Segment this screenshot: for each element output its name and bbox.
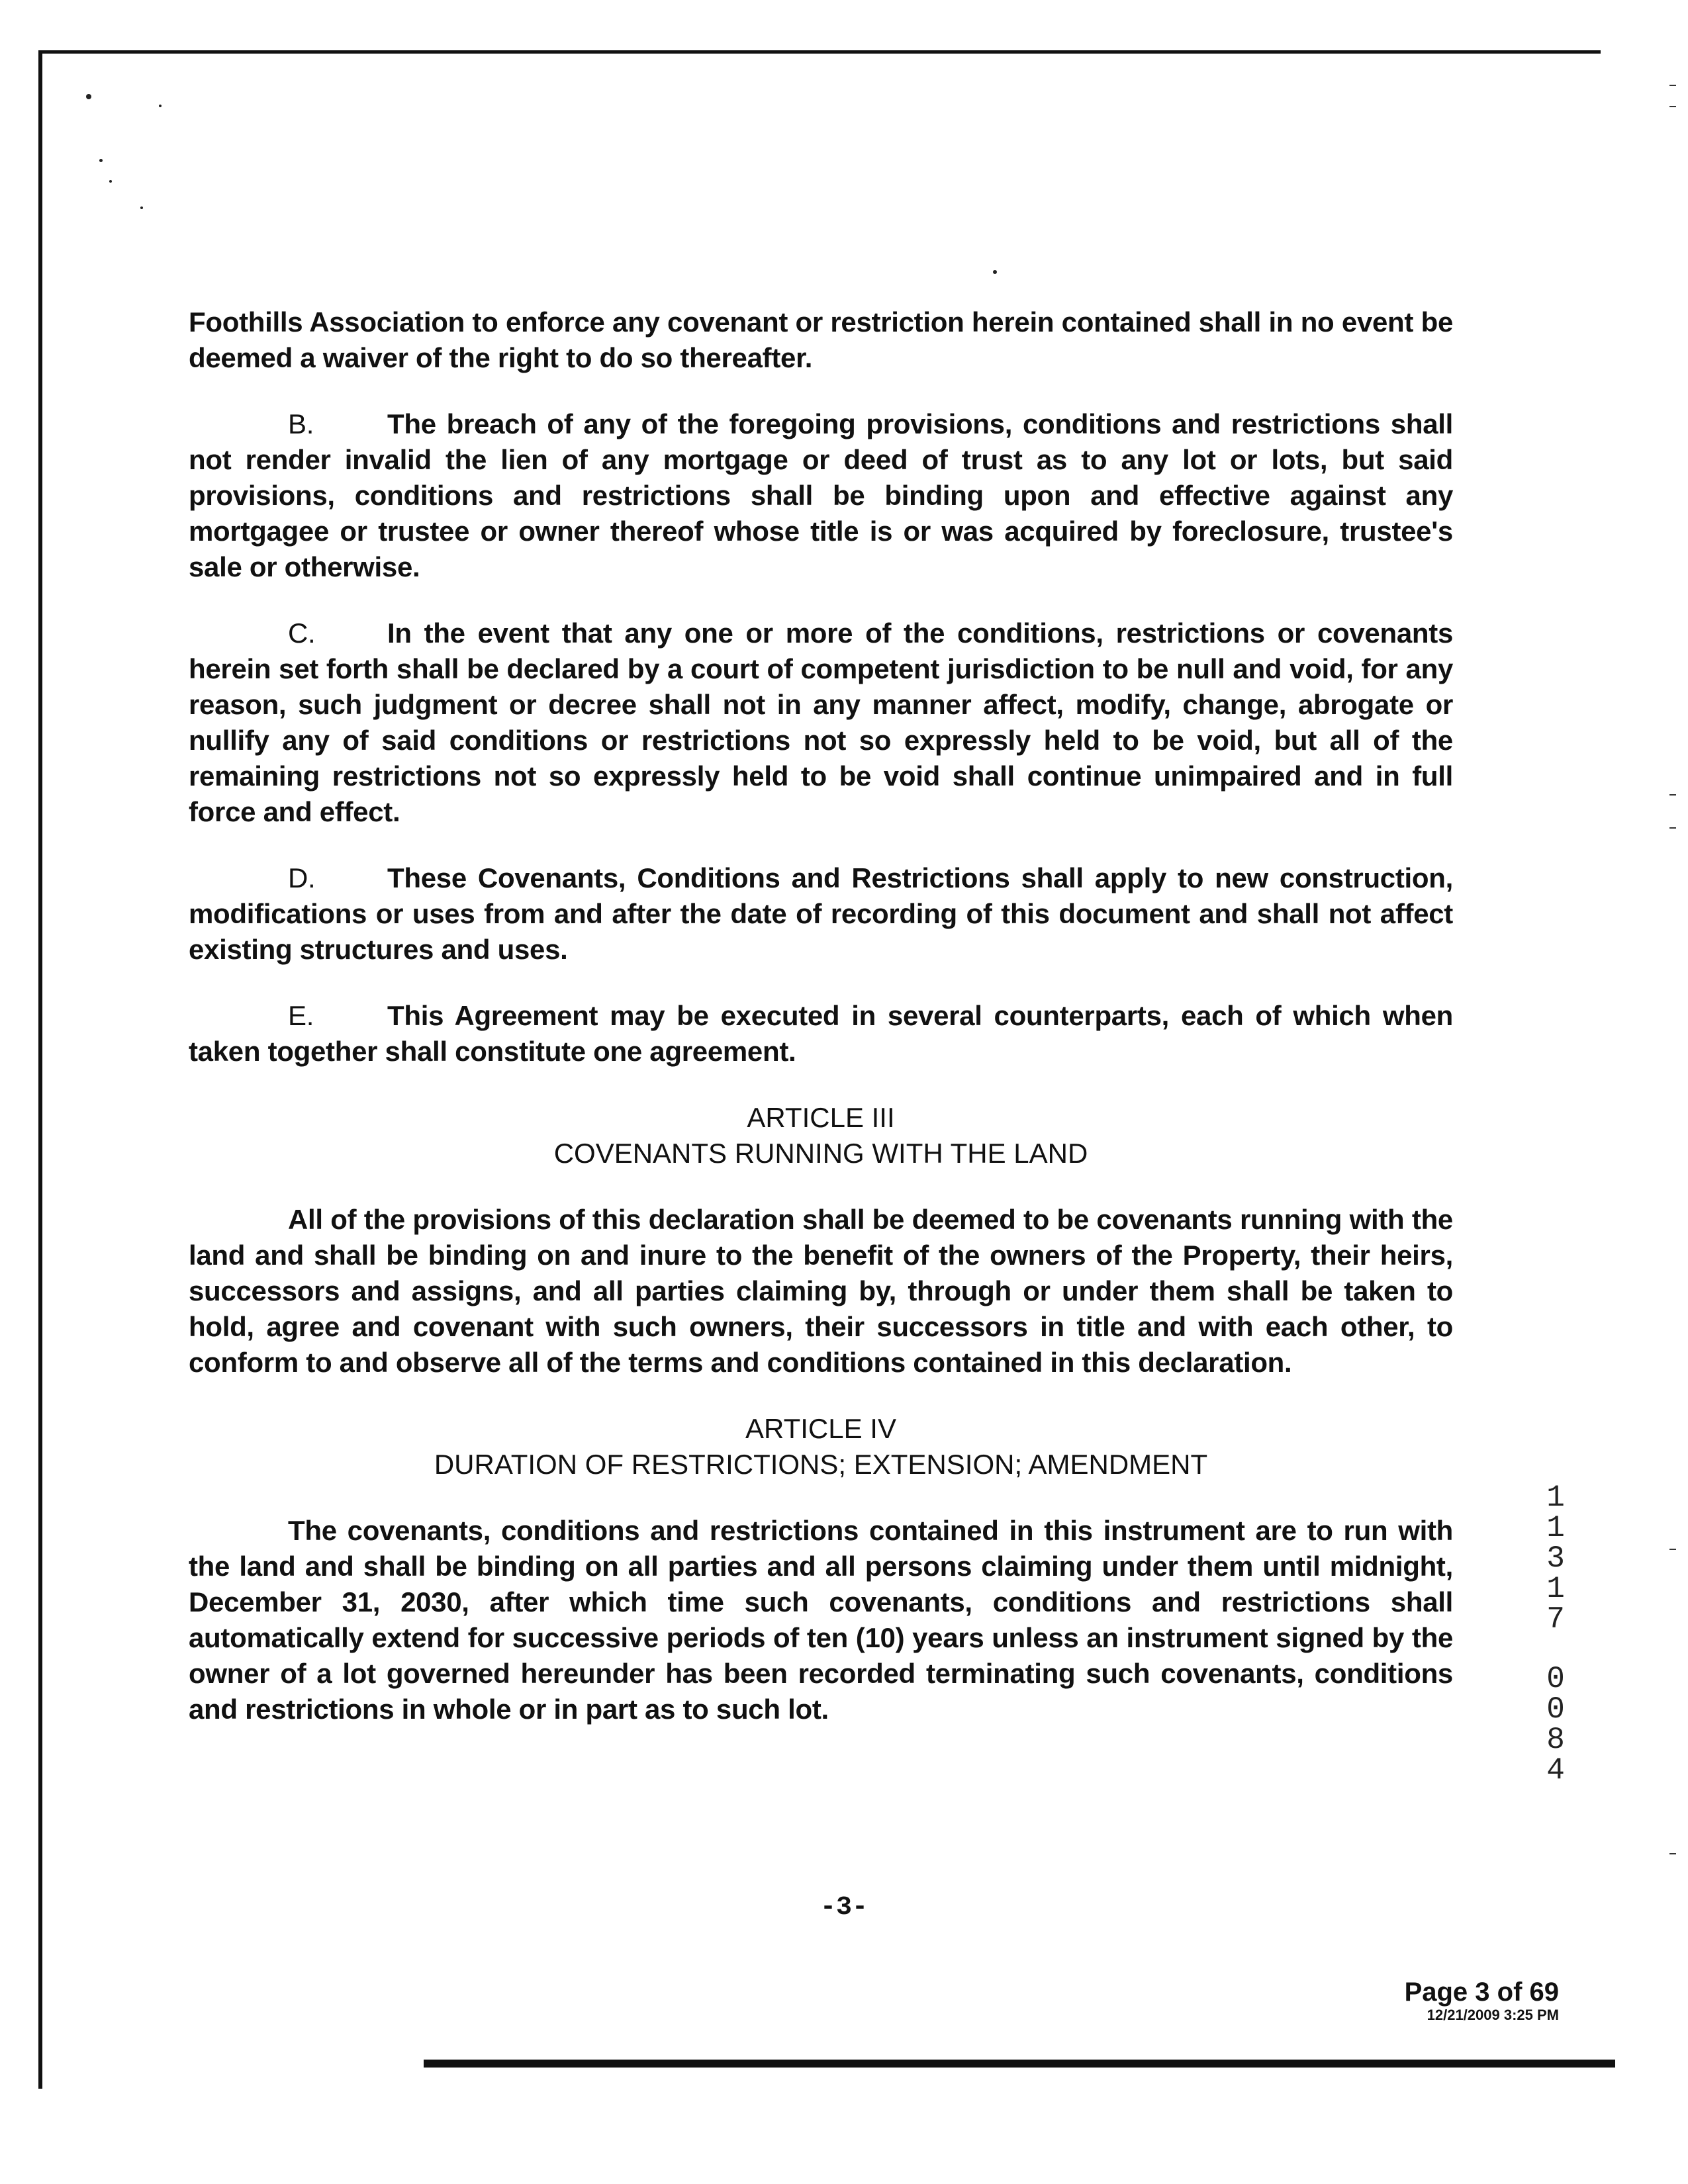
scan-speck (99, 159, 103, 162)
page-stamp (1405, 1978, 1559, 2024)
scan-border-left (38, 50, 42, 2089)
page-number: -3- (820, 1893, 868, 1923)
article-number: ARTICLE III (747, 1102, 895, 1133)
section-text: In the event that any one or more of the conditions, restrictions or covenants herein set forth shall be declared by a court of competent jurisdiction to be null and void, for any reason, such judgment or decree shall not in any manner affect, modify, change, abrogate or nullify any of said conditions or restrictions not so expressly held to be void, but all of the remaining restrictions not so expressly held to be void shall continue unimpaired and in full force and effect. (189, 617, 1453, 827)
scan-edge-mark (1669, 794, 1676, 796)
recording-digit: 3 (1546, 1541, 1565, 1576)
article-title: COVENANTS RUNNING WITH THE LAND (553, 1138, 1088, 1169)
scan-speck (993, 270, 997, 274)
continuation-paragraph: Foothills Association to enforce any covenant or restriction herein contained shall in no event be deemed a waiver of the right to do so thereafter. (189, 306, 1453, 373)
section-label: D. (288, 862, 316, 893)
section-b (189, 406, 1453, 585)
scan-border-top (38, 50, 1601, 54)
recording-digit: 4 (1546, 1753, 1565, 1788)
recording-digit: 1 (1546, 1511, 1565, 1545)
article-number: ARTICLE IV (745, 1413, 896, 1444)
article-4-heading (189, 1411, 1453, 1482)
section-e (189, 998, 1453, 1069)
section-c (189, 615, 1453, 830)
scan-speck (109, 180, 112, 183)
recording-number (1539, 1482, 1572, 1786)
scan-edge-mark (1669, 1549, 1676, 1550)
scan-edge-mark (1669, 827, 1676, 829)
section-text: The breach of any of the foregoing provisions, conditions and restrictions shall not render invalid the lien of any mortgage or deed of trust as to any lot or lots, but said provisions, conditions and restrictions shall be binding upon and effective against any mortgagee or trustee or owner thereof whose title is or was acquired by foreclosure, trustee's sale or otherwise. (189, 408, 1453, 582)
section-label: C. (288, 617, 316, 649)
article-title: DURATION OF RESTRICTIONS; EXTENSION; AMENDMENT (434, 1449, 1208, 1480)
article-3-paragraph: All of the provisions of this declaration shall be deemed to be covenants running with the land and shall be binding on and inure to the benefit of the owners of the Property, their heirs, successors and assigns, and all parties claiming by, through or under them shall be taken to hold, agree and covenant with such owners, their successors in title and with each other, to conform to and observe all of the terms and conditions contained in this declaration. (189, 1204, 1453, 1378)
scan-speck (140, 206, 143, 209)
recording-digit: 1 (1546, 1480, 1565, 1515)
section-label: B. (288, 408, 314, 439)
scan-speck (159, 105, 162, 107)
article-3-heading (189, 1100, 1453, 1171)
scan-border-bottom (424, 2060, 1615, 2068)
recording-digit: 7 (1546, 1602, 1565, 1637)
section-text: These Covenants, Conditions and Restrictions shall apply to new construction, modifications or uses from and after the date of recording of this document and shall not affect existing structures and uses. (189, 862, 1453, 965)
page-count: Page 3 of 69 (1404, 1978, 1559, 2007)
recording-digit: 8 (1546, 1723, 1565, 1757)
scan-edge-mark (1669, 106, 1676, 107)
recording-digit: 1 (1546, 1572, 1565, 1606)
section-d (189, 860, 1453, 968)
recording-digit: 0 (1546, 1692, 1565, 1727)
section-text: This Agreement may be executed in several counterparts, each of which when taken together shall constitute one agreement. (189, 1000, 1453, 1067)
scan-edge-mark (1669, 1853, 1676, 1854)
print-timestamp: 12/21/2009 3:25 PM (1427, 2007, 1559, 2023)
section-label: E. (288, 1000, 314, 1031)
recording-digit: 0 (1546, 1662, 1565, 1696)
article-4-paragraph: The covenants, conditions and restrictions contained in this instrument are to run with the land and shall be binding on all parties and all persons claiming under them until midnight, December 31, 2030, after which time such covenants, conditions and restrictions shall automatically extend for successive periods of ten (10) years unless an instrument signed by the owner of a lot governed hereunder has been recorded terminating such covenants, conditions and restrictions in whole or in part as to such lot. (189, 1515, 1453, 1725)
scan-edge-mark (1669, 85, 1676, 86)
scan-speck (86, 94, 91, 99)
document-body (189, 304, 1453, 1758)
